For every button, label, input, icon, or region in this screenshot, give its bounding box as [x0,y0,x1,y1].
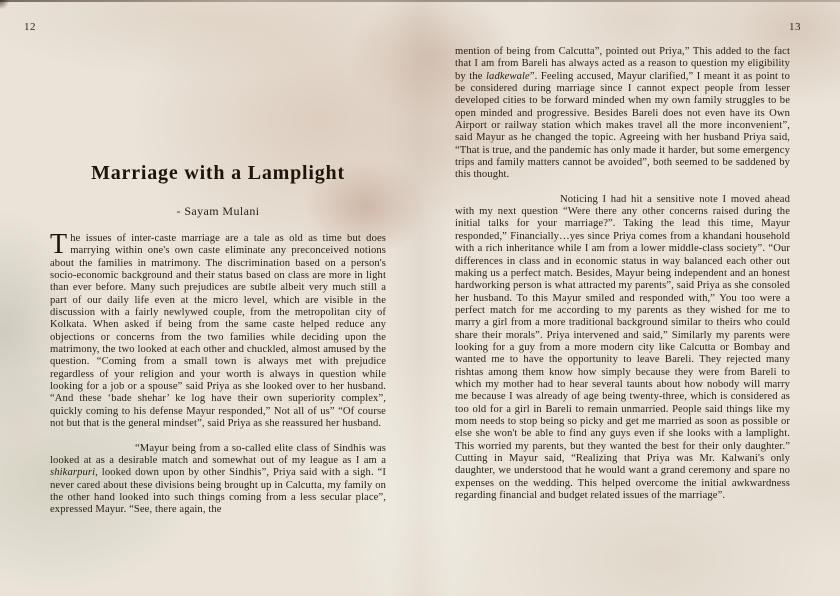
paragraph [50,443,386,517]
article-byline: - Sayam Mulani [176,204,260,218]
text-segment: ”. Feeling accused, Mayur clarified,” I meant it as point to be considered during marriage since I cannot expect people from lesser developed cities to be forward minded when my own family struggles to be open minded and progressive. Besides Bareli does not even have its Own Airport or railway station which makes travel all the more inconvenient”, said Mayur as he changed the topic. Agreeing with her husband Priya said, “That is true, and the pandemic has only made it harder, but some emergency trips and family matters cannot be avoided”, both seemed to be saddened by this thought. [455,70,790,181]
page-number-left: 12 [24,21,36,33]
article-title: Marriage with a Lamplight [91,162,345,184]
text-segment: he issues of inter-caste marriage are a tale as old as time but does marrying within one's own caste eliminate any preconceived notions about the families in matrimony. The discrimination based on a person's socio-economic background and their status based on class are more in light than ever before. Many such prejudices are subtle albeit very much still a part of our daily life even at the micro level, which are visible in the discussion with a fairly newlywed couple, from the metropolitan city of Kolkata. When asked if being from the same caste helped reduce any objections or concerns from the two families while deciding upon the matrimony, the two looked at each other and chuckled, almost amused by the question. “Coming from a small town is always met with prejudice regardless of your religion and your worth is always in question while looking for a job or a spouse” said Priya as she looked over to her husband. “And these ‘bade shehar’ ke log have their own superiority complex”, quickly coming to his defense Mayur responded,” Not all of us” “Of course not but that is the general mindset”, said Priya as she reassured her husband. [50,233,386,430]
italic-term: shikarpuri [50,467,96,479]
text-segment: “Mayur being from a so-called elite class of Sindhis was looked at as a desirable match and somewhat out of my league as I am a [50,442,386,466]
paragraph [50,229,386,431]
left-page [50,0,386,596]
italic-term: ladkewale [486,70,530,82]
right-page-body [455,46,790,514]
text-segment: Noticing I had hit a sensitive note I moved ahead with my next question “Were there any other concerns raised during the initial talks for your marriage?”. Taking the lead this time, Mayur responded,” Financially…yes since Priya comes from a khandani household with a rich inheritance while I am from a lower middle-class society”. “Our differences in class and in economic status in way balanced each other out making us a perfect match. Besides, Mayur being independent and an honest hardworking person is what attracted my parents”, said Priya as she consoled her husband. To this Mayur smiled and responded with,” You too were a perfect match for me according to my parents as they wished for me to marry a girl from a more traditional background similar to theirs who could share their morals”. Priya intervened and said,” Similarly my parents were looking for a guy from a more modern city like Calcutta or Bombay and wanted me to have the opportunity to leave Bareli. They rejected many rishtas among them know how simply because they were from Bareli to which my mother had to hear several taunts about how nobody will marry me because I was already of age being twenty-three, which is considered as too old for a girl in Bareli to remain unmarried. People said things like my mom needs to stop being so picky and get me married as soon as possible or else she won't be able to find any guys even if she looks with a lamplight. This worried my parents, but they wanted the best for their only daughter.” Cutting in Mayur said, “Realizing that Priya was Mr. Kalwani's only daughter, we understood that he would want a grand ceremony and spare no expenses on the wedding. This helped overcome the initial awkwardness regarding financial and budget related issues of the marriage”. [455,193,790,502]
text-segment: mention of being from Calcutta”, pointed out Priya,” This added to the fact that I am from Bareli has always acted as a reason to question my eligibility by the [455,46,790,82]
paragraph [455,194,790,503]
corner-stain [0,0,9,9]
right-page [455,0,790,596]
page-number-right: 13 [789,21,801,33]
paragraph [455,46,790,182]
text-segment: , looked down upon by other Sindhis”, Priya said with a sigh. “I never cared about these divisions being brought up in Calcutta, my family on the other hand looked into such things coming from a less secular place”, expressed Mayur. “See, there again, the [50,467,386,516]
left-page-body [50,229,386,529]
drop-cap: T [50,229,68,260]
